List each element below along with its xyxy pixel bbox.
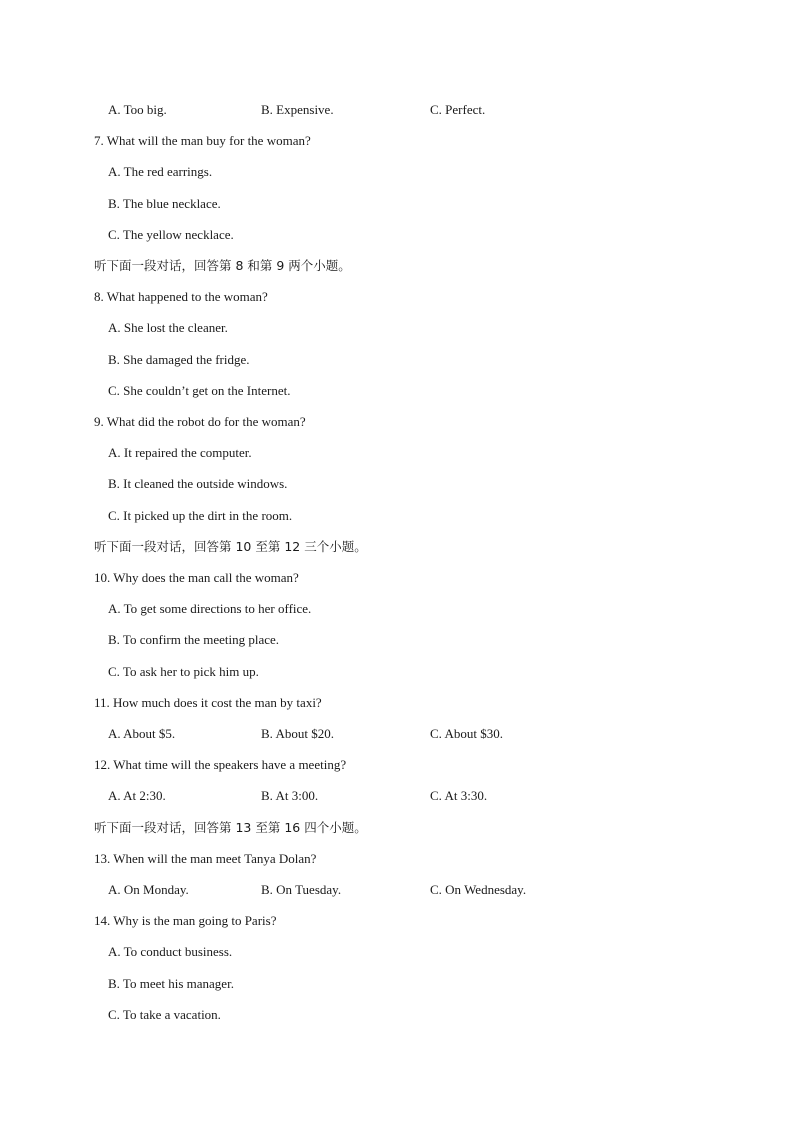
q13-option-b: B. On Tuesday. [261,882,342,897]
q6-option-a: A. Too big. [108,102,167,117]
section-heading-13-16: 听下面一段对话，回答第 13 至第 16 四个小题。 [94,820,367,835]
q14-question: 14. Why is the man going to Paris? [94,913,277,928]
q9-option-b: B. It cleaned the outside windows. [108,476,288,491]
q7-option-c: C. The yellow necklace. [108,227,234,242]
q12-option-a: A. At 2:30. [108,788,166,803]
q13-question: 13. When will the man meet Tanya Dolan? [94,851,317,866]
q11-option-b: B. About $20. [261,726,334,741]
q7-option-a: A. The red earrings. [108,164,213,179]
q10-option-a: A. To get some directions to her office. [108,601,312,616]
q9-option-a: A. It repaired the computer. [108,445,252,460]
q13-option-c: C. On Wednesday. [430,882,527,897]
q14-option-b: B. To meet his manager. [108,976,234,991]
q12-question: 12. What time will the speakers have a meeting? [94,757,347,772]
q6-option-c: C. Perfect. [430,102,486,117]
q13-option-a: A. On Monday. [108,882,189,897]
q8-option-b: B. She damaged the fridge. [108,352,250,367]
q9-option-c: C. It picked up the dirt in the room. [108,508,293,523]
q6-option-b: B. Expensive. [261,102,334,117]
q12-option-c: C. At 3:30. [430,788,488,803]
q11-option-c: C. About $30. [430,726,503,741]
q8-option-c: C. She couldn’t get on the Internet. [108,383,291,398]
q10-option-c: C. To ask her to pick him up. [108,664,259,679]
q8-question: 8. What happened to the woman? [94,289,268,304]
q11-option-a: A. About $5. [108,726,176,741]
q14-option-a: A. To conduct business. [108,944,233,959]
q8-option-a: A. She lost the cleaner. [108,320,228,335]
q10-option-b: B. To confirm the meeting place. [108,632,280,647]
q11-question: 11. How much does it cost the man by taxi? [94,695,322,710]
q7-question: 7. What will the man buy for the woman? [94,133,311,148]
q12-option-b: B. At 3:00. [261,788,319,803]
q14-option-c: C. To take a vacation. [108,1007,221,1022]
q10-question: 10. Why does the man call the woman? [94,570,299,585]
q9-question: 9. What did the robot do for the woman? [94,414,306,429]
q7-option-b: B. The blue necklace. [108,196,221,211]
section-heading-8-9: 听下面一段对话，回答第 8 和第 9 两个小题。 [94,258,351,273]
section-heading-10-12: 听下面一段对话，回答第 10 至第 12 三个小题。 [94,539,367,554]
